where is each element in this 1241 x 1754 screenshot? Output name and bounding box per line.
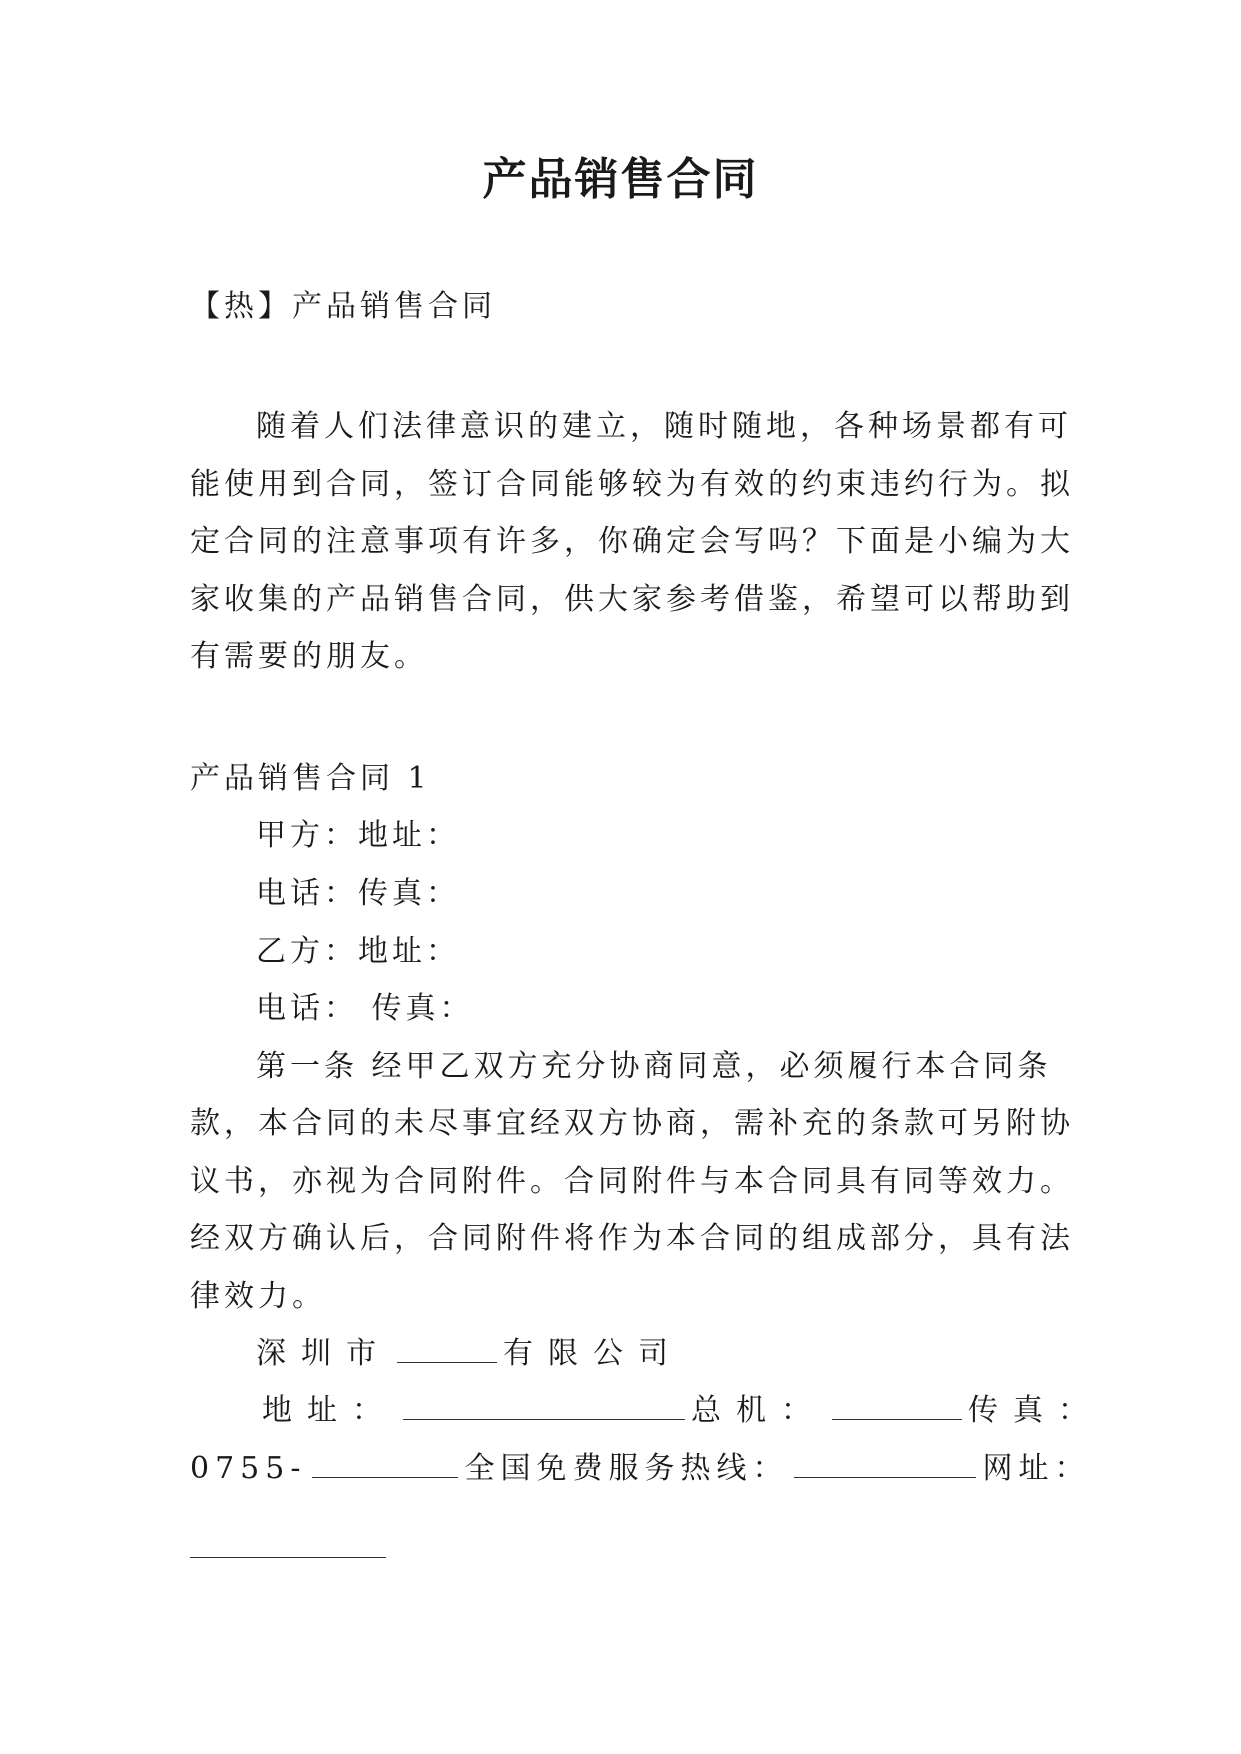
address-label: 地址： <box>262 1393 397 1428</box>
company-line <box>256 1334 683 1374</box>
company-name-blank <box>397 1334 497 1363</box>
intro-paragraph-line: 定合同的注意事项有许多，你确定会写吗？下面是小编为大 <box>190 524 1074 559</box>
company-prefix: 深圳市 <box>256 1336 391 1371</box>
intro-paragraph-line: 随着人们法律意识的建立，随时随地，各种场景都有可 <box>256 409 1072 444</box>
party-b-contact: 电话： 传真： <box>256 991 474 1026</box>
address-blank <box>403 1391 685 1420</box>
fax-label: 传真： <box>968 1393 1103 1428</box>
article-line: 律效力。 <box>190 1279 326 1314</box>
article-line: 第一条 经甲乙双方充分协商同意，必须履行本合同条 <box>256 1049 1052 1084</box>
document-subtitle: 【热】产品销售合同 <box>190 289 496 324</box>
fax-blank <box>312 1449 458 1478</box>
hotline-blank <box>794 1449 976 1478</box>
section-heading: 产品销售合同 1 <box>190 761 431 796</box>
page-title: 产品销售合同 <box>482 154 759 205</box>
fax-prefix: 0755- <box>190 1451 307 1486</box>
website-label: 网址： <box>982 1451 1091 1486</box>
article-line: 款，本合同的未尽事宜经双方协商，需补充的条款可另附协 <box>190 1106 1074 1141</box>
contact-line-1 <box>262 1391 1103 1431</box>
intro-paragraph-line: 能使用到合同，签订合同能够较为有效的约束违约行为。拟 <box>190 467 1074 502</box>
switchboard-blank <box>832 1391 962 1420</box>
intro-paragraph-line: 家收集的产品销售合同，供大家参考借鉴，希望可以帮助到 <box>190 582 1074 617</box>
hotline-label: 全国免费服务热线： <box>464 1451 789 1486</box>
intro-paragraph-line: 有需要的朋友。 <box>190 639 428 674</box>
contact-line-2 <box>190 1449 1090 1489</box>
party-a-contact: 电话：传真： <box>256 876 460 911</box>
switchboard-label: 总机： <box>691 1393 826 1428</box>
article-line: 议书，亦视为合同附件。合同附件与本合同具有同等效力。 <box>190 1164 1074 1199</box>
party-b-address: 乙方：地址： <box>256 934 460 969</box>
party-a-address: 甲方：地址： <box>256 818 460 853</box>
company-suffix: 有限公司 <box>503 1336 683 1371</box>
article-line: 经双方确认后，合同附件将作为本合同的组成部分，具有法 <box>190 1221 1074 1256</box>
website-blank <box>190 1557 386 1558</box>
